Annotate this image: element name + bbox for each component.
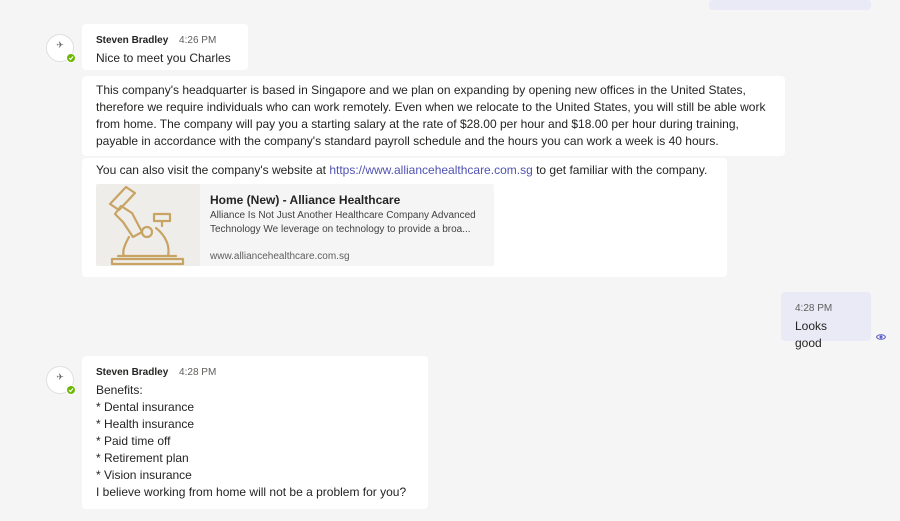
- presence-available-icon: [66, 385, 76, 395]
- message-line: * Paid time off: [96, 434, 171, 448]
- message-bubble[interactable]: [82, 158, 727, 277]
- link-preview-description: Alliance Is Not Just Another Healthcare Company Advanced Technology We leverage on technology to provide a broa...: [210, 210, 476, 235]
- message-line: * Health insurance: [96, 417, 195, 431]
- presence-available-icon: [66, 53, 76, 63]
- message-header: [96, 366, 414, 380]
- message-text-after: to get familiar with the company.: [532, 163, 708, 177]
- message-time: 4:28 PM: [179, 367, 217, 378]
- message-text: Nice to meet you Charles: [96, 51, 231, 65]
- message-line: * Dental insurance: [96, 400, 195, 414]
- message-header: [96, 34, 234, 48]
- sender-avatar[interactable]: [46, 366, 74, 394]
- message-line: * Vision insurance: [96, 468, 192, 482]
- message-bubble[interactable]: [82, 24, 248, 70]
- sender-name[interactable]: Steven Bradley: [96, 367, 169, 378]
- avatar-logo-icon: ✈: [56, 373, 64, 383]
- link-preview-thumbnail: [96, 184, 200, 266]
- message-text: [96, 162, 713, 179]
- website-link[interactable]: https://www.alliancehealthcare.com.sg: [329, 163, 533, 177]
- message-line: I believe working from home will not be a problem for you?: [96, 485, 407, 499]
- microscope-icon: [96, 184, 200, 266]
- message-text-before: You can also visit the company's website at: [96, 163, 330, 177]
- previous-own-message-bubble[interactable]: [709, 0, 871, 10]
- eye-icon[interactable]: [876, 333, 886, 341]
- message-line: * Retirement plan: [96, 451, 189, 465]
- sender-name[interactable]: Steven Bradley: [96, 35, 169, 46]
- link-preview-domain: www.alliancehealthcare.com.sg: [210, 251, 350, 262]
- message-line: Benefits:: [96, 383, 143, 397]
- link-preview-card[interactable]: [96, 184, 494, 266]
- message-text: This company's headquarter is based in Singapore and we plan on expanding by opening new offices in the United States, therefore we require individuals who can work remotely. Even when we relocate to the United States, you will still be able work from home. The company will pay you a starting salary at the rate of $28.00 per hour and $18.00 per hour during training, payable in accordance with the company's standard payroll schedule and the hours you can work a week is 40 hours.: [96, 83, 766, 148]
- avatar-logo-icon: ✈: [56, 41, 64, 51]
- link-preview-title[interactable]: Home (New) - Alliance Healthcare: [210, 193, 401, 207]
- message-text: Looks good: [795, 319, 828, 350]
- own-message-bubble[interactable]: [781, 292, 871, 350]
- message-time: 4:26 PM: [179, 35, 217, 46]
- sender-avatar[interactable]: [46, 34, 74, 62]
- message-bubble[interactable]: [82, 76, 785, 156]
- message-time: 4:28 PM: [795, 303, 833, 314]
- message-bubble[interactable]: [82, 356, 428, 509]
